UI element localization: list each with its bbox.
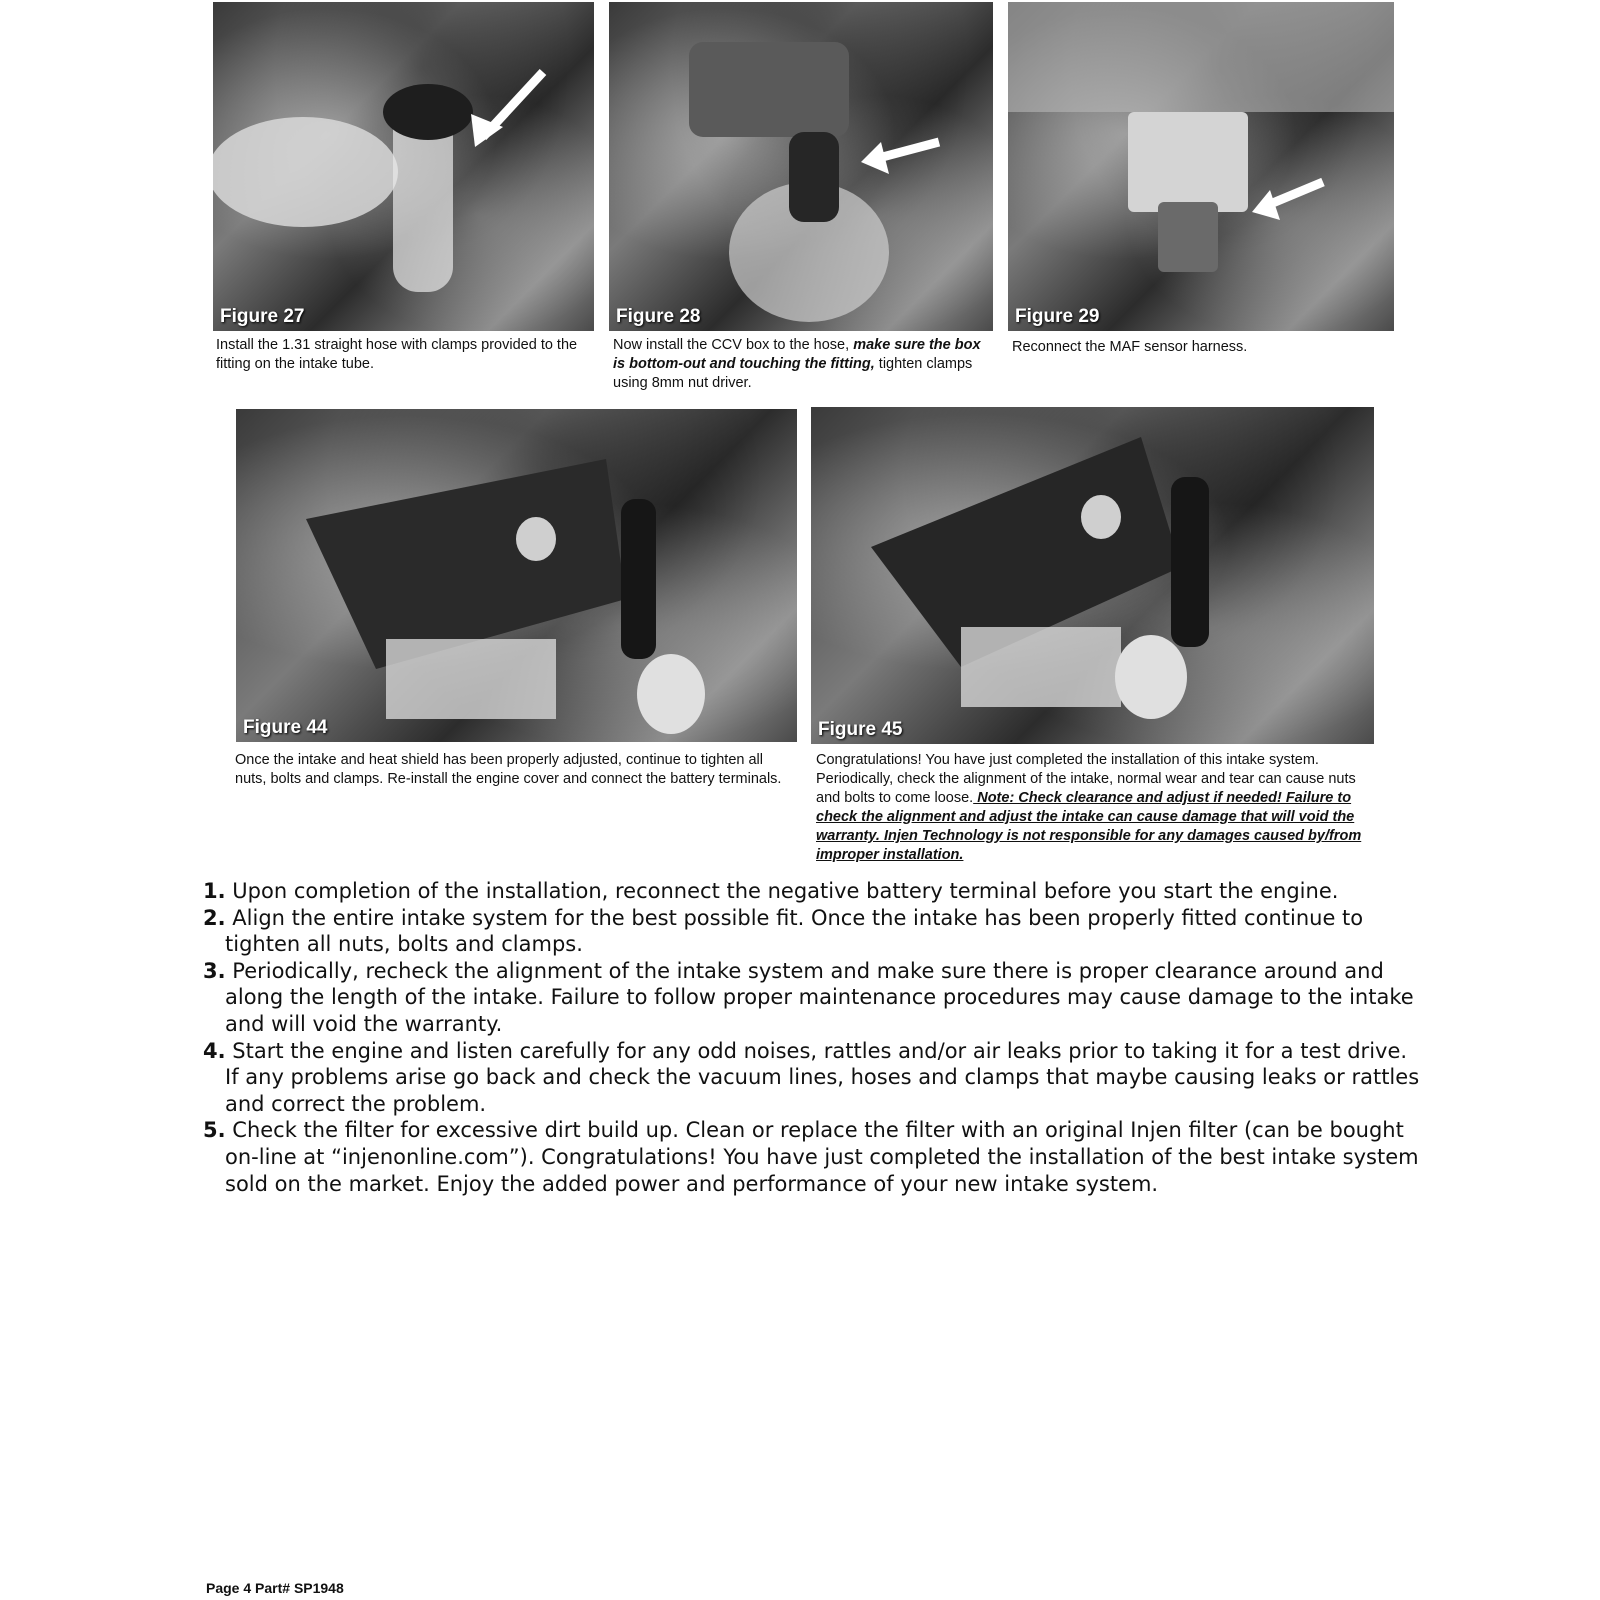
figure-45-caption <box>816 751 1371 865</box>
step-text: Upon completion of the installation, reconnect the negative battery terminal before you start the engine. <box>232 879 1339 903</box>
figure-27-label: Figure 27 <box>220 306 305 327</box>
figure-44-label: Figure 44 <box>243 717 328 738</box>
figure-29-photo <box>1008 2 1394 331</box>
page-footer: Page 4 Part# SP1948 <box>206 1580 344 1596</box>
figure-27-photo <box>213 2 594 331</box>
figure-28-caption-emphasis: make sure the box is bottom-out and touching the fitting, <box>613 337 981 372</box>
step-number: 1. <box>203 879 226 903</box>
figure-27-caption: Install the 1.31 straight hose with clamps provided to the fitting on the intake tube. <box>216 337 578 372</box>
figure-28-caption <box>613 336 988 393</box>
step-text: Check the filter for excessive dirt build up. Clean or replace the filter with an original Injen filter (can be bought on-line at “injenonline.com”). Congratulations! You have just completed the installation of the best intake system sold on the market. Enjoy the added power and performance of your new intake system. <box>225 1118 1419 1196</box>
figure-28-photo <box>609 2 993 331</box>
figure-28-label: Figure 28 <box>616 306 701 327</box>
instruction-step-3 <box>203 958 1423 1038</box>
step-number: 5. <box>203 1118 226 1143</box>
figure-45-caption-warning: Note: Check clearance and adjust if needed! Failure to check the alignment and adjust the intake can cause damage that will void the warranty. Injen Technology is not responsible for any damages caused by/from improper installation. <box>816 790 1362 863</box>
instruction-step-1 <box>203 878 1423 905</box>
step-text: Align the entire intake system for the best possible fit. Once the intake has been properly fitted continue to tighten all nuts, bolts and clamps. <box>225 905 1364 957</box>
step-text: Periodically, recheck the alignment of the intake system and make sure there is proper clearance around and along the length of the intake. Failure to follow proper maintenance procedures may cause damage to the intake and will void the warranty. <box>225 958 1414 1036</box>
figure-28-caption-pre: Now install the CCV box to the hose, <box>613 337 854 353</box>
step-number: 2. <box>203 905 226 930</box>
figure-45-caption-text: Congratulations! You have just completed the installation of this intake system. Periodically, check the alignment of the intake, normal wear and tear can cause nuts and bolts to come loose. <box>816 752 1356 806</box>
figure-44-caption: Once the intake and heat shield has been properly adjusted, continue to tighten all nuts, bolts and clamps. Re-install the engine cover and connect the battery terminals. <box>235 752 782 787</box>
instruction-list <box>203 878 1423 1197</box>
figure-45-label: Figure 45 <box>818 719 903 740</box>
figure-45-illustration <box>811 407 1374 744</box>
instruction-step-2 <box>203 905 1423 958</box>
figure-45-photo <box>811 407 1374 744</box>
instruction-step-4 <box>203 1038 1423 1118</box>
figure-44-illustration <box>236 409 797 742</box>
instruction-step-5 <box>203 1117 1423 1197</box>
step-number: 4. <box>203 1038 226 1063</box>
figure-44-photo <box>236 409 797 742</box>
step-number: 3. <box>203 958 226 983</box>
figure-28-caption-post: tighten clamps using 8mm nut driver. <box>613 356 973 391</box>
figure-27-illustration <box>213 2 594 331</box>
figure-29-illustration <box>1008 2 1394 331</box>
figure-29-label: Figure 29 <box>1015 306 1100 327</box>
step-text: Start the engine and listen carefully for any odd noises, rattles and/or air leaks prior to taking it for a test drive. If any problems arise go back and check the vacuum lines, hoses and clamps that maybe causing leaks or rattles and correct the problem. <box>225 1038 1420 1116</box>
figure-29-caption: Reconnect the MAF sensor harness. <box>1012 339 1248 355</box>
figure-28-illustration <box>609 2 993 331</box>
